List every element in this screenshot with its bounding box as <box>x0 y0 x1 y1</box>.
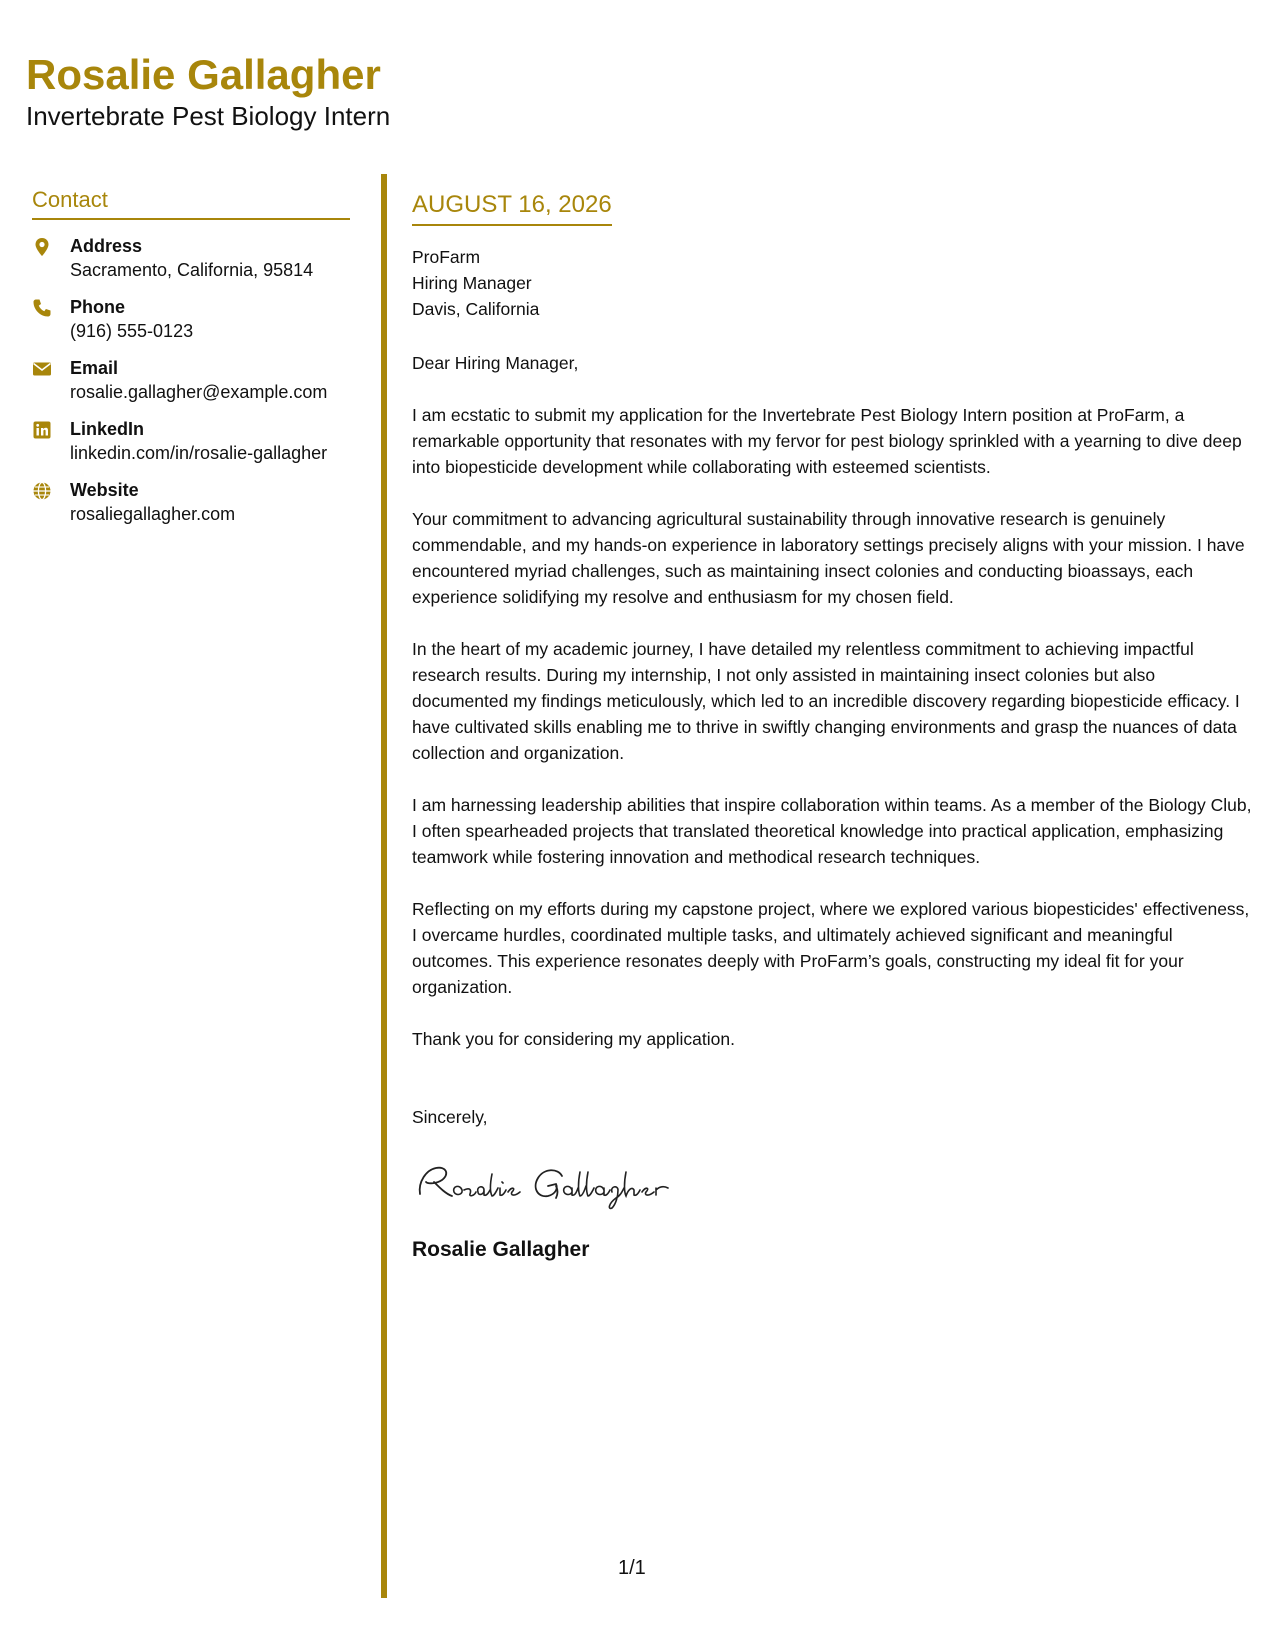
contact-sidebar <box>32 186 350 539</box>
recipient-block <box>412 244 1252 322</box>
map-pin-icon <box>32 234 70 282</box>
applicant-name: Rosalie Gallagher <box>26 51 381 98</box>
contact-item-phone <box>32 295 350 343</box>
cover-letter <box>412 190 1252 1264</box>
handwritten-signature <box>412 1152 682 1212</box>
contact-label: Website <box>70 480 139 500</box>
letter-paragraph: I am harnessing leadership abilities that inspire collaboration within teams. As a member of the Biology Club, I often spearheaded projects that translated theoretical knowledge into practical application, emphasizing teamwork while fostering innovation and methodical research techniques. <box>412 795 1252 867</box>
website-value[interactable]: rosaliegallagher.com <box>70 504 236 524</box>
envelope-icon <box>32 356 70 404</box>
contact-title: Contact <box>32 186 350 220</box>
contact-label: LinkedIn <box>70 419 145 439</box>
contact-label: Email <box>70 358 119 378</box>
contact-item-email <box>32 356 350 404</box>
letter-date: AUGUST 16, 2026 <box>412 190 612 226</box>
letter-paragraph: Your commitment to advancing agricultural sustainability through innovative research is genuinely commendable, and my hands-on experience in laboratory settings precisely aligns with your mission. I have encountered myriad challenges, such as maintaining insect colonies and conducting bioassays, each experience solidifying my resolve and enthusiasm for my chosen field. <box>412 509 1245 607</box>
phone-icon <box>32 295 70 343</box>
signatory-name: Rosalie Gallagher <box>412 1238 590 1261</box>
linkedin-icon <box>32 417 70 465</box>
resume-header <box>26 50 390 132</box>
contact-label: Address <box>70 236 143 256</box>
letter-paragraph: Thank you for considering my application. <box>412 1029 735 1049</box>
address-value: Sacramento, California, 95814 <box>70 260 314 280</box>
page-number: 1/1 <box>618 1557 646 1579</box>
email-value[interactable]: rosalie.gallagher@example.com <box>70 382 328 402</box>
contact-item-website <box>32 478 350 526</box>
linkedin-value[interactable]: linkedin.com/in/rosalie-gallagher <box>70 443 328 463</box>
phone-value[interactable]: (916) 555-0123 <box>70 321 194 341</box>
recipient-company: ProFarm <box>412 247 481 267</box>
contact-item-linkedin <box>32 417 350 465</box>
contact-item-address <box>32 234 350 282</box>
letter-greeting: Dear Hiring Manager, <box>412 353 579 373</box>
recipient-title: Hiring Manager <box>412 273 532 293</box>
letter-paragraph: Reflecting on my efforts during my capstone project, where we explored various biopesticides' effectiveness, I overcame hurdles, coordinated multiple tasks, and ultimately achieved significant and meaningful outcomes. This experience resonates deeply with ProFarm’s goals, constructing my ideal fit for your organization. <box>412 899 1250 997</box>
column-divider <box>381 174 387 1598</box>
globe-icon <box>32 478 70 526</box>
recipient-location: Davis, California <box>412 299 540 319</box>
letter-closing: Sincerely, <box>412 1107 488 1127</box>
letter-paragraph: I am ecstatic to submit my application for the Invertebrate Pest Biology Intern position at ProFarm, a remarkable opportunity that resonates with my fervor for pest biology sprinkled with a yearning to dive deep into biopesticide development while collaborating with esteemed scientists. <box>412 405 1242 477</box>
letter-paragraph: In the heart of my academic journey, I have detailed my relentless commitment to achieving impactful research results. During my internship, I not only assisted in maintaining insect colonies but also documented my findings meticulously, which led to an incredible discovery regarding biopesticide efficacy. I have cultivated skills enabling me to thrive in swiftly changing environments and grasp the nuances of data collection and organization. <box>412 639 1240 763</box>
contact-label: Phone <box>70 297 126 317</box>
applicant-role: Invertebrate Pest Biology Intern <box>26 101 391 131</box>
